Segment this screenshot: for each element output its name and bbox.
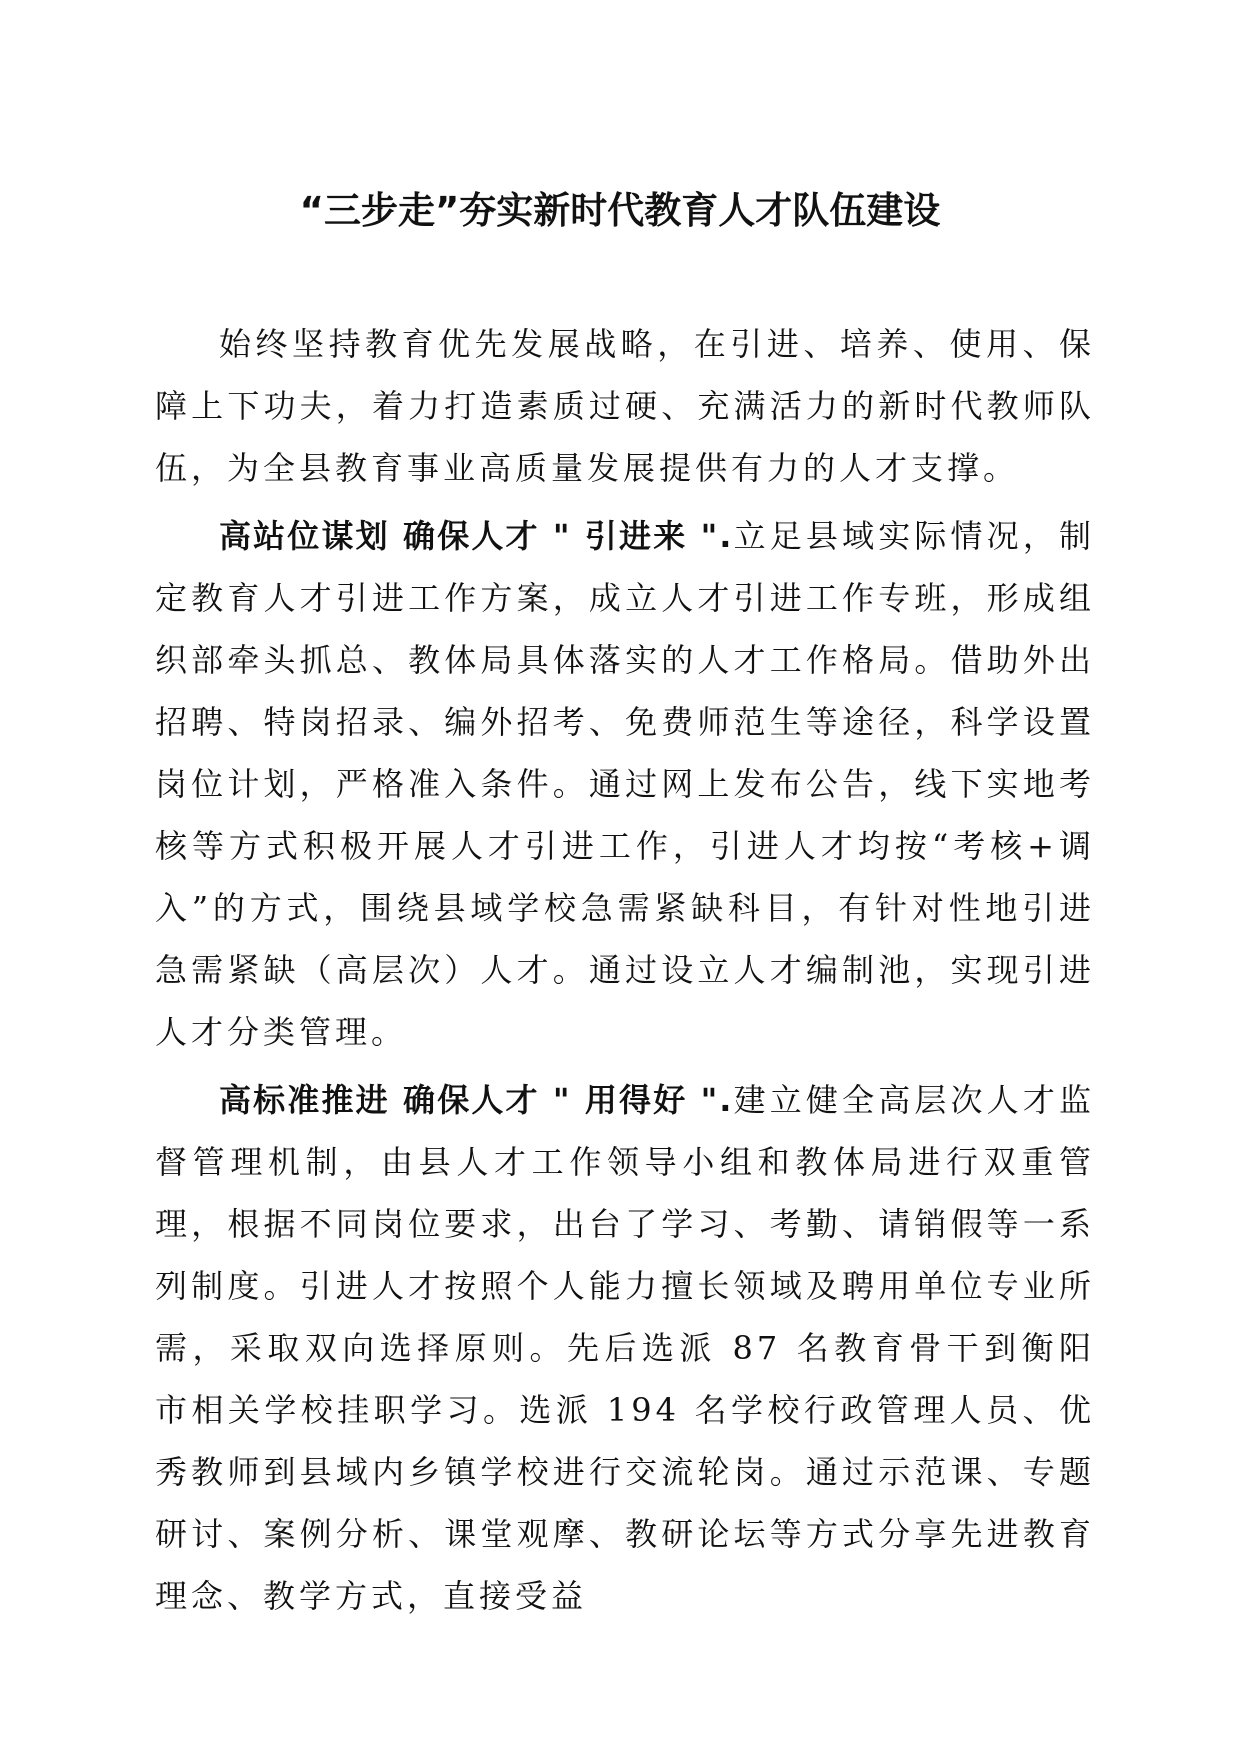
paragraph-recruitment-lead: 高站位谋划 确保人才 " 引进来 ". [219,517,734,555]
paragraph-recruitment-text: 立足县域实际情况，制定教育人才引进工作方案，成立人才引进工作专班，形成组织部牵头抓总、教体局具体落实的人才工作格局。借助外出招聘、特岗招录、编外招考、免费师范生等途径，科学设置岗位计划，严格准入条件。通过网上发布公告，线下实地考核等方式积极开展人才引进工作，引进人才均按“考核+调入”的方式，围绕县域学校急需紧缺科目，有针对性地引进急需紧缺（高层次）人才。通过设立人才编制池，实现引进人才分类管理。 [155,517,1095,1051]
document-body [155,313,1095,1627]
document-title: “三步走”夯实新时代教育人才队伍建设 [299,189,941,232]
paragraph-intro-text: 始终坚持教育优先发展战略，在引进、培养、使用、保障上下功夫，着力打造素质过硬、充满活力的新时代教师队伍，为全县教育事业高质量发展提供有力的人才支撑。 [155,325,1095,487]
paragraph-intro [155,313,1095,499]
paragraph-utilization-lead: 高标准推进 确保人才 " 用得好 ". [219,1081,734,1119]
paragraph-recruitment [155,505,1095,1063]
paragraph-utilization [155,1069,1095,1627]
paragraph-utilization-text: 建立健全高层次人才监督管理机制，由县人才工作领导小组和教体局进行双重管理，根据不同岗位要求，出台了学习、考勤、请销假等一系列制度。引进人才按照个人能力擅长领域及聘用单位专业所需，采取双向选择原则。先后选派 87 名教育骨干到衡阳市相关学校挂职学习。选派 194 名学校行政管理人员、优秀教师到县域内乡镇学校进行交流轮岗。通过示范课、专题研讨、案例分析、课堂观摩、教研论坛等方式分享先进教育理念、教学方式，直接受益 [155,1081,1095,1615]
